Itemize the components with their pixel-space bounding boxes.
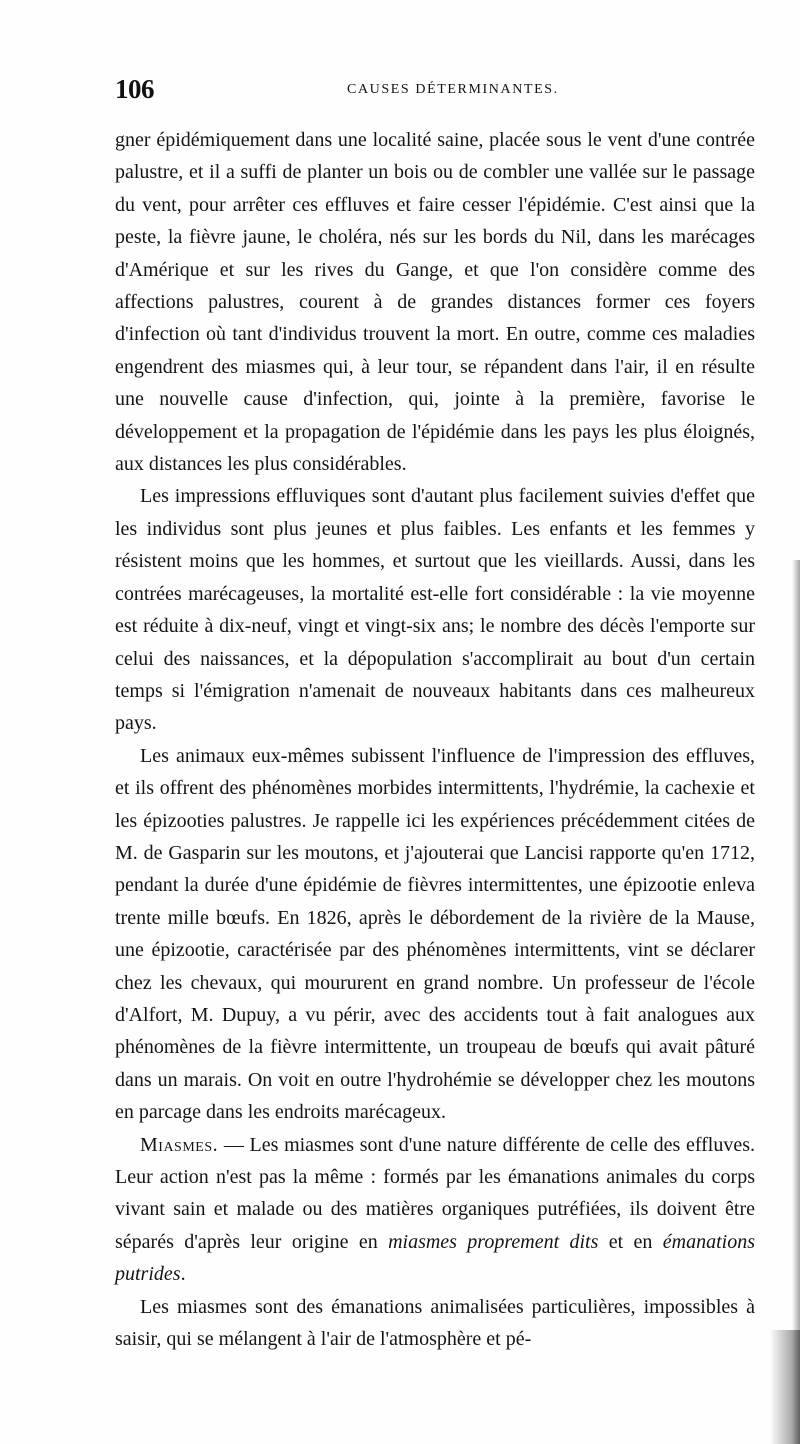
paragraph: Les animaux eux-mêmes subissent l'influence de l'impression des effluves, et ils offrent des phénomènes morbides intermittents, l'hydrémie, la cachexie et les épizooties palustres. Je rappelle ici les expériences précédemment citées de M. de Gasparin sur les moutons, et j'ajouterai que Lancisi rapporte qu'en 1712, pendant la durée d'une épidémie de fièvres intermittentes, une épizootie enleva trente mille bœufs. En 1826, après le débordement de la rivière de la Mause, une épizootie, caractérisée par des phénomènes intermittents, vint se déclarer chez les chevaux, qui moururent en grand nombre. Un professeur de l'école d'Alfort, M. Dupuy, a vu périr, avec des accidents tout à fait analogues aux phénomènes de la fièvre intermittente, un troupeau de bœufs qui avait pâturé dans un marais. On voit en outre l'hydrohémie se développer chez les moutons en parcage dans les endroits marécageux.: [115, 744, 755, 1124]
italic-term: miasmes proprement dits: [388, 1230, 599, 1253]
paragraph-miasmes: [115, 1129, 755, 1291]
paragraph-last: Les miasmes sont des émanations animalisées particulières, impossibles à saisir, qui se mélangent à l'air de l'atmosphère et pé-: [115, 1295, 755, 1351]
text-run: .: [180, 1263, 186, 1286]
text-run: — Les miasmes sont d'une nature différente de celle des effluves. Leur action n'est pas la même : formés par les émanations animales du corps vivant sain et malade ou des matières organiques putréfiées, ils doivent être séparés d'après leur origine en: [115, 1133, 755, 1253]
running-title: CAUSES DÉTERMINANTES.: [347, 82, 559, 97]
page-header: [115, 74, 695, 114]
text-run: et en: [598, 1230, 663, 1253]
page-corner-shadow: [770, 1330, 800, 1444]
paragraph-continued: gner épidémiquement dans une localité saine, placée sous le vent d'une contrée palustre, et il a suffi de planter un bois ou de combler une vallée sur le passage du vent, pour arrêter ces effluves et faire cesser l'épidémie. C'est ainsi que la peste, la fièvre jaune, le choléra, nés sur les bords du Nil, dans les marécages d'Amérique et sur les rives du Gange, et que l'on considère comme des affections palustres, courent à de grandes distances former ces foyers d'infection où tant d'individus trouvent la mort. En outre, comme ces maladies engendrent des miasmes qui, à leur tour, se répandent dans l'air, il en résulte une nouvelle cause d'infection, qui, jointe à la première, favorise le développement et la propagation de l'épidémie dans les pays les plus éloignés, aux distances les plus considérables.: [115, 129, 755, 476]
paragraph: Les impressions effluviques sont d'autant plus facilement suivies d'effet que les individus sont plus jeunes et plus faibles. Les enfants et les femmes y résistent moins que les hommes, et surtout que les vieillards. Aussi, dans les contrées marécageuses, la mortalité est-elle fort considérable : la vie moyenne est réduite à dix-neuf, vingt et vingt-six ans; le nombre des décès l'emporte sur celui des naissances, et la dépopulation s'accomplirait au bout d'un certain temps si l'émigration n'amenait de nouveaux habitants dans ces malheureux pays.: [115, 485, 755, 735]
section-lead: Miasmes.: [140, 1133, 219, 1156]
page-number: 106: [115, 74, 154, 104]
italic-term: émanations putrides: [115, 1230, 756, 1286]
body-text: [115, 124, 755, 1355]
page-edge-shadow: [792, 560, 800, 1444]
